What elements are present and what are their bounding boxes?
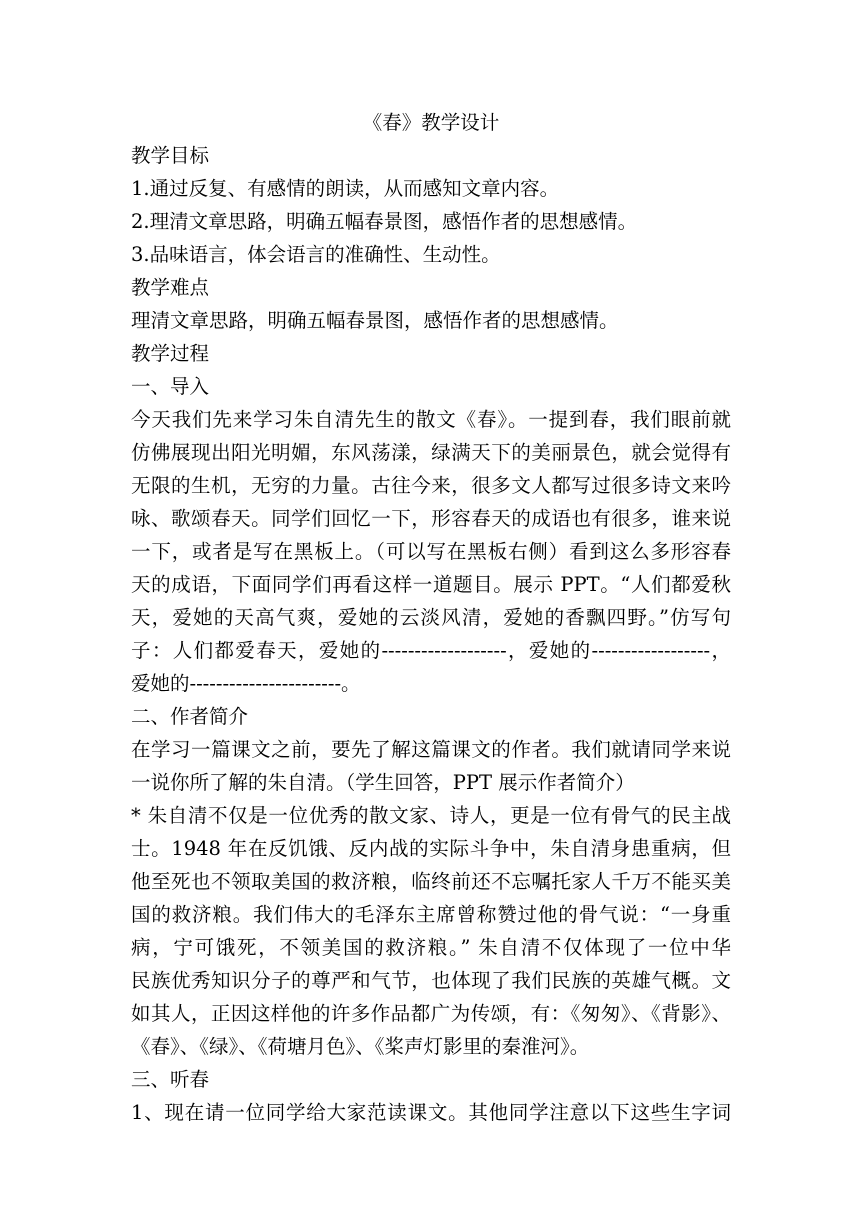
subheading-listen: 三、听春 <box>131 1068 210 1091</box>
document-page <box>131 106 731 1129</box>
subheading-intro: 一、导入 <box>131 375 210 398</box>
author-bio-line: 士。1948 年在反饥饿、反内战的实际斗争中，朱自清身患重病，但 <box>131 837 731 860</box>
section-heading-process: 教学过程 <box>131 342 210 365</box>
author-bio-line: 如其人，正因这样他的许多作品都广为传颂，有：《匆匆》、《背影》、 <box>131 1002 731 1025</box>
document-title: 《春》教学设计 <box>362 111 500 134</box>
intro-paragraph-line: 子：人们都爱春天，爱她的-------------------，爱她的------------------， <box>131 639 731 662</box>
intro-paragraph-line: 天的成语，下面同学们再看这样一道题目。展示 PPT。“人们都爱秋 <box>131 573 731 596</box>
author-bio-line: * 朱自清不仅是一位优秀的散文家、诗人，更是一位有骨气的民主战 <box>131 804 731 827</box>
author-bio-line: 《春》、《绿》、《荷塘月色》、《桨声灯影里的秦淮河》。 <box>131 1035 590 1058</box>
author-bio-line: 国的救济粮。我们伟大的毛泽东主席曾称赞过他的骨气说：“一身重 <box>131 903 731 926</box>
goal-item-2: 2.理清文章思路，明确五幅春景图，感悟作者的思想感情。 <box>131 210 638 233</box>
subheading-author: 二、作者简介 <box>131 705 249 728</box>
intro-paragraph-line: 咏、歌颂春天。同学们回忆一下，形容春天的成语也有很多，谁来说 <box>131 507 731 530</box>
author-paragraph-line: 一说你所了解的朱自清。（学生回答，PPT 展示作者简介） <box>131 771 635 794</box>
intro-paragraph-line: 无限的生机，无穷的力量。古往今来，很多文人都写过很多诗文来吟 <box>131 474 731 497</box>
author-bio-line: 病，宁可饿死，不领美国的救济粮。” 朱自清不仅体现了一位中华 <box>131 936 731 959</box>
author-paragraph-line: 在学习一篇课文之前，要先了解这篇课文的作者。我们就请同学来说 <box>131 738 731 761</box>
section-heading-difficulty: 教学难点 <box>131 276 210 299</box>
section-heading-goals: 教学目标 <box>131 144 210 167</box>
intro-paragraph-line: 一下，或者是写在黑板上。（可以写在黑板右侧）看到这么多形容春 <box>131 540 731 563</box>
intro-paragraph-line: 今天我们先来学习朱自清先生的散文《春》。一提到春，我们眼前就 <box>131 408 731 431</box>
author-bio-line: 他至死也不领取美国的救济粮，临终前还不忘嘱托家人千万不能买美 <box>131 870 731 893</box>
author-bio-line: 民族优秀知识分子的尊严和气节，也体现了我们民族的英雄气概。文 <box>131 969 731 992</box>
intro-paragraph-line: 爱她的-----------------------。 <box>131 672 361 695</box>
listen-paragraph-line: 1、现在请一位同学给大家范读课文。其他同学注意以下这些生字词 <box>131 1101 731 1124</box>
difficulty-text: 理清文章思路，明确五幅春景图，感悟作者的思想感情。 <box>131 309 619 332</box>
goal-item-1: 1.通过反复、有感情的朗读，从而感知文章内容。 <box>131 177 560 200</box>
intro-paragraph-line: 天，爱她的天高气爽，爱她的云淡风清，爱她的香飘四野。”仿写句 <box>131 606 731 629</box>
intro-paragraph-line: 仿佛展现出阳光明媚，东风荡漾，绿满天下的美丽景色，就会觉得有 <box>131 441 731 464</box>
goal-item-3: 3.品味语言，体会语言的准确性、生动性。 <box>131 243 501 266</box>
